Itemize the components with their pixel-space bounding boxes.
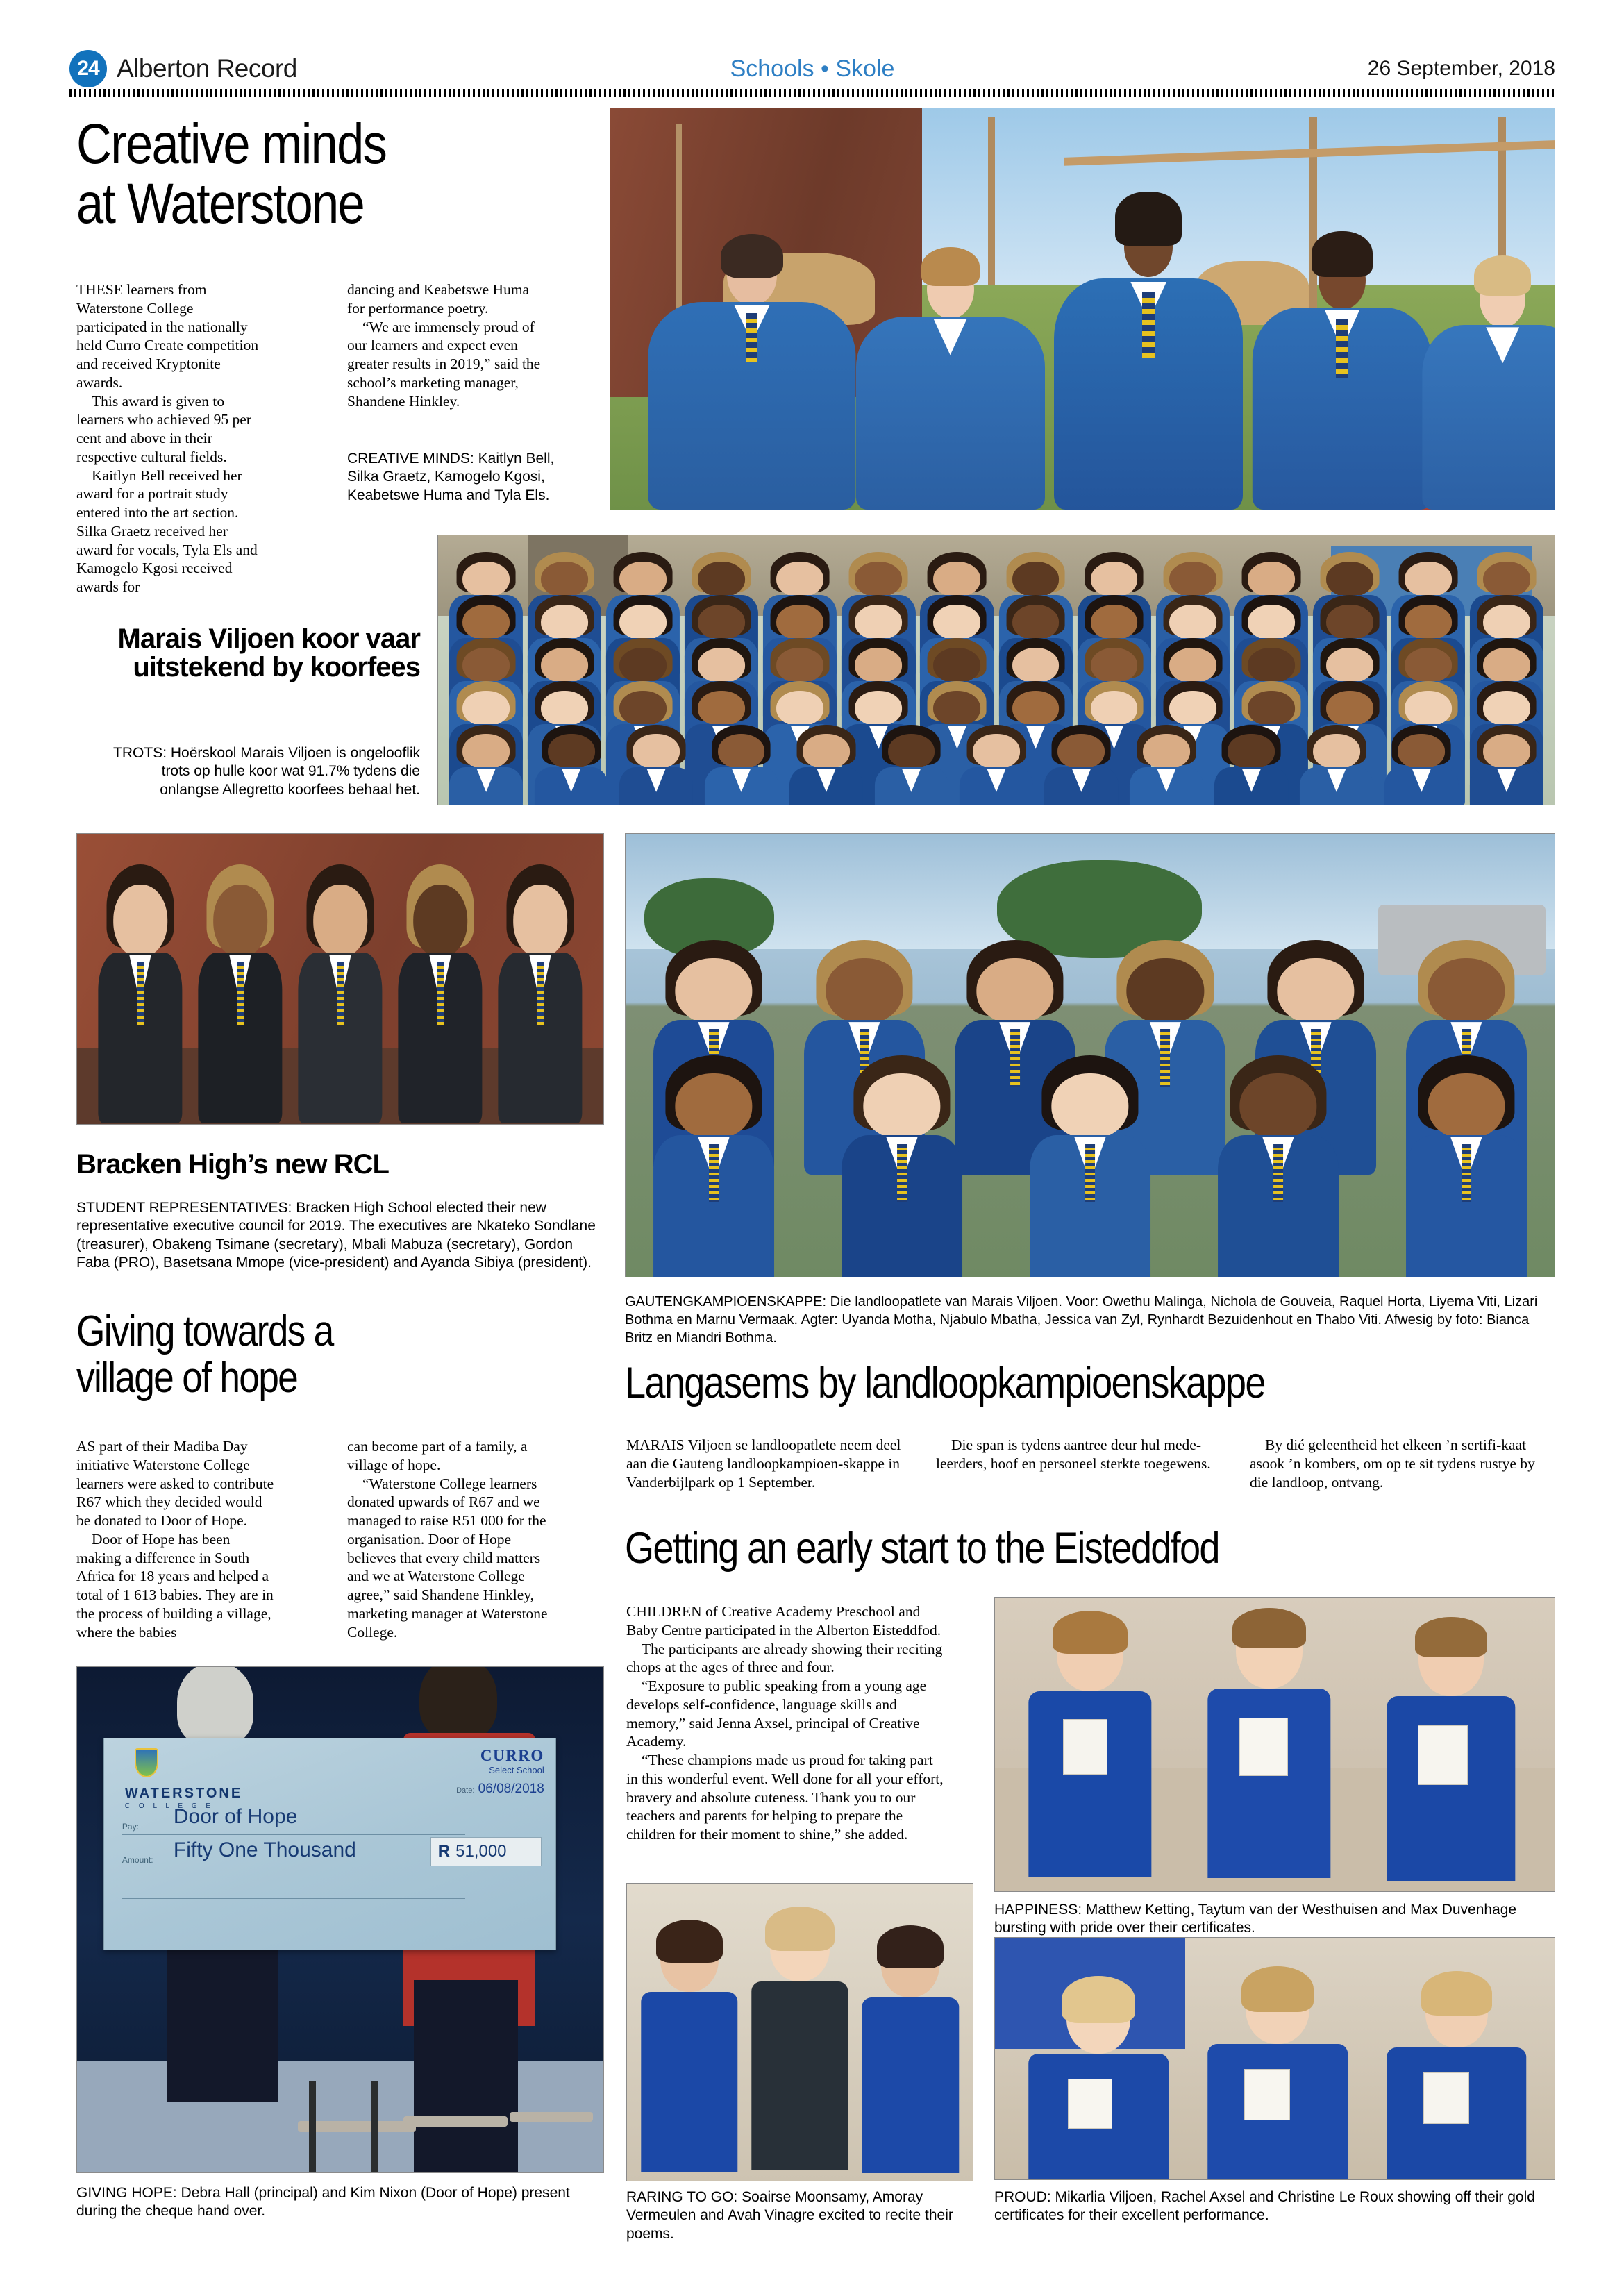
cheque-amount-label: Amount: [122,1854,153,1865]
waterstone-headline-line2: at Waterstone [76,172,365,236]
paragraph: Door of Hope has been making a difference in South Africa for 18 years and helped a total of 1 613 babies. They are in the process of building a village, where the babies [76,1530,274,1641]
cheque-pay-label: Pay: [122,1821,139,1832]
langasems-col3 [1250,1436,1541,1491]
gauteng-caption: GAUTENGKAMPIOENSKAPPE: Die landloopatlete van Marais Viljoen. Voor: Owethu Malinga, Nichola de Gouveia, Raquel Horta, Liyema Viti, Lizari Bothma en Marnu Vermaak. Agter: Uyanda Motha, Njabulo Mbatha, Jessica van Zyl, Rynhardt Bezuidenhout en Thabo Viti. Afwesig by foto: Bianca Britz en Miandri Bothma. [625,1294,1538,1346]
cheque-amount-words: Fifty One Thousand [173,1838,356,1861]
cheque-amount-value: 51,000 [455,1841,507,1861]
cheque-curro-logo [480,1747,544,1775]
langasems-col2 [936,1436,1214,1473]
paragraph: By dié geleentheid het elkeen ’n sertifi-kaat asook ’n kombers, om op te sit tydens rustye by die landloop, ontvang. [1250,1436,1535,1491]
village-headline-line2: village of hope [76,1353,298,1402]
photo-happiness [994,1597,1555,1892]
cheque-date [456,1782,544,1797]
cheque-curro-name: CURRO [480,1746,544,1764]
village-headline-line1: Giving towards a [76,1307,333,1355]
waterstone-shield-icon [135,1748,158,1777]
paragraph: AS part of their Madiba Day initiative Waterstone College learners were asked to contribute R67 which they decided would be donated to Door of Hope. [76,1438,274,1530]
marais-koor-headline: Marais Viljoen koor vaar uitstekend by koorfees [117,623,420,682]
village-body-col2 [347,1437,552,1641]
village-body-col1 [76,1437,278,1641]
paragraph: “Waterstone College learners donated upwards of R67 and we managed to raise R51 000 for the organisation. Door of Hope believes that every child matters and we at Waterstone College agree,” said Shandene Hinkley, marketing manager at Waterstone College. [347,1475,548,1641]
photo-creative-minds [610,108,1555,510]
photo-gauteng-athletes [625,833,1555,1277]
paragraph: This award is given to learners who achieved 95 per cent and above in their respective cultural fields. [76,392,251,465]
cheque-currency: R [437,1841,451,1861]
cheque-photo-caption: GIVING HOPE: Debra Hall (principal) and Kim Nixon (Door of Hope) present during the cheque hand over. [76,2185,570,2220]
village-headline [76,1307,604,1402]
photo-marais-choir [437,535,1555,805]
paragraph: “These champions made us proud for taking part in this wonderful event. Well done for all your effort, bravery and absolute cuteness. Thank you to our teachers and parents for helping to prepare the children for their moment to shine,” she added. [626,1752,944,1843]
eisteddfod-headline: Getting an early start to the Eisteddfod [625,1524,1219,1573]
waterstone-photo-caption: CREATIVE MINDS: Kaitlyn Bell, Silka Graetz, Kamogelo Kgosi, Keabetswe Huma and Tyla Els. [347,451,555,503]
paragraph: Kaitlyn Bell received her award for a portrait study entered into the art section. Silka Graetz received her award for vocals, Tyla Els and Kamogelo Kgosi received awards for [76,467,258,596]
marais-koor-caption: TROTS: Hoërskool Marais Viljoen is ongelooflik trots op hulle koor wat 91.7% tydens die onlangse Allegretto koorfees behaal het. [113,745,420,798]
masthead [69,50,1555,89]
cheque-brand-sub: C O L L E G E [124,1802,215,1810]
paragraph: dancing and Keabetswe Huma for performance poetry. [347,281,530,317]
langasems-col1 [626,1436,904,1491]
paragraph: “We are immensely proud of our learners and expect even greater results in 2019,” said the school’s marketing manager, Shandene Hinkley. [347,318,541,410]
waterstone-headline [76,112,604,236]
oversized-cheque [103,1738,556,1950]
section-title: Schools • Skole [730,56,895,82]
paragraph: CHILDREN of Creative Academy Preschool and Baby Centre participated in the Alberton Eisteddfod. [626,1603,941,1639]
photo-raring-to-go [626,1883,973,2181]
cheque-amount-box [430,1837,542,1866]
paragraph: MARAIS Viljoen se landloopatlete neem deel aan die Gauteng landloopkampioen-skappe in Vanderbijlpark op 1 September. [626,1436,901,1491]
cheque-date-value: 06/08/2018 [478,1781,544,1796]
waterstone-headline-line1: Creative minds [76,112,387,176]
paragraph: THESE learners from Waterstone College participated in the nationally held Curro Create competition and received Kryptonite awards. [76,281,259,391]
page-number-badge: 24 [69,50,107,87]
proud-caption: PROUD: Mikarlia Viljoen, Rachel Axsel and Christine Le Roux showing off their gold certificates for their excellent performance. [994,2189,1535,2224]
paragraph: can become part of a family, a village of hope. [347,1438,528,1473]
waterstone-body-col2 [347,280,545,410]
happiness-caption: HAPPINESS: Matthew Ketting, Taytum van der Westhuisen and Max Duvenhage bursting with pride over their certificates. [994,1902,1517,1936]
bracken-caption: STUDENT REPRESENTATIVES: Bracken High School elected their new representative executive council for 2019. The executives are Nkateko Sondlane (treasurer), Obakeng Tsimane (secretary), Mbali Mabuza (secretary), Gordon Faba (PRO), Basetsana Mmope (vice-president) and Ayanda Sibiya (president). [76,1200,596,1271]
cheque-brand: WATERSTONE [124,1785,243,1801]
photo-bracken-rcl [76,833,604,1125]
cheque-pay-value: Door of Hope [173,1804,298,1828]
waterstone-body-col1 [76,280,267,596]
langasems-headline: Langasems by landloopkampioenskappe [625,1359,1265,1407]
paragraph: Die span is tydens aantree deur hul mede-leerders, hoof en personeel sterkte toegewens. [936,1436,1211,1472]
cheque-curro-sub: Select School [489,1764,544,1775]
bracken-headline: Bracken High’s new RCL [76,1149,389,1180]
paragraph: The participants are already showing their reciting chops at the ages of three and four. [626,1640,943,1676]
issue-date: 26 September, 2018 [1367,57,1555,80]
eisteddfod-body [626,1602,946,1844]
masthead-rule [69,89,1555,97]
raring-caption: RARING TO GO: Soairse Moonsamy, Amoray Vermeulen and Avah Vinagre excited to recite their poems. [626,2189,953,2242]
paragraph: “Exposure to public speaking from a young age develops self-confidence, language skills and memory,” said Jenna Axsel, principal of Creative Academy. [626,1677,927,1750]
cheque-date-label: Date: [456,1786,475,1795]
publication-title: Alberton Record [117,54,297,83]
photo-cheque-handover [76,1666,604,2173]
photo-proud [994,1937,1555,2180]
